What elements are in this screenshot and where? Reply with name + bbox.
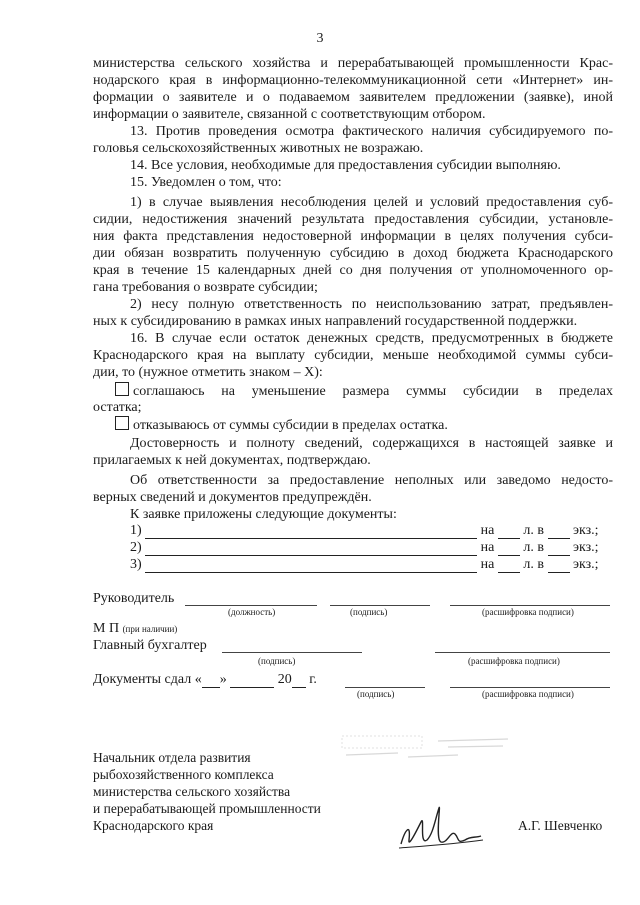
copies-field[interactable] [548,559,570,573]
paragraph-line: дии обязан возвратить полученную субсидию в доход бюджета Краснодарского [93,246,613,261]
copies-field[interactable] [548,542,570,556]
paragraph-line: Краснодарского края на выплату субсидии, меньше необходимой суммы субси- [93,348,613,363]
declaration-line: верных сведений и документов предупреждён. [93,490,372,505]
accountant-signature-field[interactable] [222,652,362,653]
decode-caption: (расшифровка подписи) [468,656,560,666]
checkbox-option-refuse[interactable] [115,416,613,434]
paragraph-line: края в течение 15 календарных дней со дня получения от уполномоченного ор- [93,263,613,278]
signature-caption: (подпись) [357,689,395,699]
sheets-field[interactable] [498,559,520,573]
attachment-row: 3) на л. в экз.; [130,557,599,572]
head-decode-field[interactable] [450,605,610,606]
stamp-note: (при наличии) [122,624,178,634]
declaration-line: Об ответственности за предоставление неполных или заведомо недосто- [130,473,613,488]
stamp-place-label: М П (при наличии) [93,621,178,636]
sheets-field[interactable] [498,542,520,556]
paragraph-line: 13. Против проведения осмотра фактического наличия субсидируемого по- [130,124,613,139]
checkbox[interactable] [115,416,129,430]
attachment-name-field[interactable] [145,559,477,573]
sheets-field[interactable] [498,525,520,539]
accountant-decode-field[interactable] [435,652,610,653]
paragraph-line: информации о заявителе, связанной с соответствующим отбором. [93,107,486,122]
head-signature-field[interactable] [330,605,430,606]
faint-stamp-image [338,733,513,765]
checkbox[interactable] [115,382,129,396]
attachment-name-field[interactable] [145,542,477,556]
attachment-row: 1) на л. в экз.; [130,523,599,538]
checkbox-option-agree[interactable] [115,382,613,400]
signature-caption: (подпись) [350,607,388,617]
paragraph-line: формации о заявителе и о подаваемом заявителем предложении (заявке), иной [93,90,613,105]
declaration-line: Достоверность и полноту сведений, содержащихся в настоящей заявке и [130,436,613,451]
declaration-line: К заявке приложены следующие документы: [130,507,397,522]
option-agree-text: соглашаюсь на уменьшение размера суммы субсидии в пределах [133,384,613,399]
paragraph-line: дии, то (нужное отметить знаком – Х): [93,365,323,380]
paragraph-line: 14. Все условия, необходимые для предоставления субсидии выполняю. [130,158,561,173]
footer-signatory-title: Начальник отдела развития рыбохозяйственного комплекса министерства сельского хозяйства и перерабатывающей промышленности Краснодарского края [93,750,321,833]
day-field[interactable] [202,674,220,688]
decode-caption: (расшифровка подписи) [482,689,574,699]
paragraph-line: 1) в случае выявления несоблюдения целей и условий предоставления суб- [130,195,613,210]
signatory-name: А.Г. Шевченко [518,818,603,833]
submitter-decode-field[interactable] [450,687,610,688]
month-field[interactable] [230,674,274,688]
paragraph-line: нодарского края в информационно-телекоммуникационной сети «Интернет» ин- [93,73,613,88]
documents-submitted-line: Документы сдал « » 20 г. [93,672,317,687]
decode-caption: (расшифровка подписи) [482,607,574,617]
year-field[interactable] [292,674,306,688]
attachment-row: 2) на л. в экз.; [130,540,599,555]
accountant-label: Главный бухгалтер [93,638,207,653]
declaration-line: прилагаемых к ней документах, подтверждаю. [93,453,371,468]
paragraph-line: ния факта представления недостоверной информации в целях получения субси- [93,229,613,244]
option-refuse-text: отказываюсь от суммы субсидии в пределах остатка. [133,418,448,433]
handwritten-signature [395,800,485,855]
paragraph-line: 15. Уведомлен о том, что: [130,175,282,190]
paragraph-line: 2) несу полную ответственность по неиспользованию затрат, предъявлен- [130,297,613,312]
paragraph-line: 16. В случае если остаток денежных средств, предусмотренных в бюджете [130,331,613,346]
head-position-field[interactable] [185,605,317,606]
paragraph-line: министерства сельского хозяйства и перерабатывающей промышленности Крас- [93,56,613,71]
attachment-name-field[interactable] [145,525,477,539]
paragraph-line: сидии, недостижения значений результата предоставления субсидии, установле- [93,212,613,227]
paragraph-line: головья сельскохозяйственных животных не возражаю. [93,141,424,156]
option-agree-continuation: остатка; [93,400,142,415]
submitter-signature-field[interactable] [345,687,425,688]
head-label: Руководитель [93,591,175,606]
paragraph-line: ных к субсидированию в рамках иных направлений государственной поддержки. [93,314,578,329]
copies-field[interactable] [548,525,570,539]
paragraph-line: гана требования о возврате субсидии; [93,280,318,295]
page-number: 3 [316,31,324,46]
signature-caption: (подпись) [258,656,296,666]
position-caption: (должность) [228,607,276,617]
